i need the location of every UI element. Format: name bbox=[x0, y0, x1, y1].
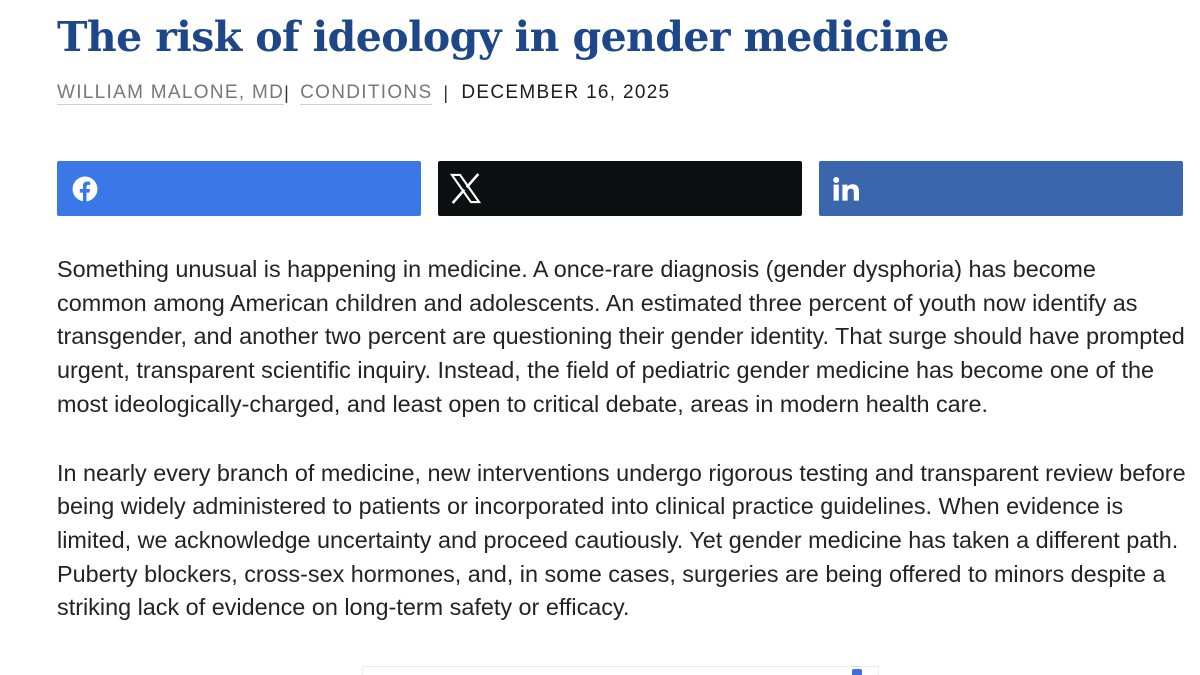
byline-separator: | bbox=[443, 82, 450, 103]
article-title: The risk of ideology in gender medicine bbox=[57, 13, 949, 61]
x-icon bbox=[450, 173, 481, 204]
facebook-share-button[interactable] bbox=[57, 161, 421, 216]
embedded-content-card[interactable] bbox=[362, 666, 879, 675]
linkedin-icon bbox=[833, 177, 860, 201]
category-link[interactable]: CONDITIONS bbox=[300, 81, 433, 103]
article-byline bbox=[57, 80, 670, 106]
card-accent-mark bbox=[852, 669, 862, 675]
facebook-icon bbox=[72, 176, 98, 202]
author-link[interactable]: WILLIAM MALONE, MD bbox=[57, 81, 285, 103]
publish-date: DECEMBER 16, 2025 bbox=[461, 82, 671, 103]
x-share-button[interactable] bbox=[438, 161, 802, 216]
linkedin-share-button[interactable] bbox=[819, 161, 1183, 216]
byline-separator: | bbox=[284, 82, 291, 103]
article-paragraph: Something unusual is happening in medicine. A once-rare diagnosis (gender dysphoria) has become common among American children and adolescents. An estimated three percent of youth now identify as transgender, and another two percent are questioning their gender identity. That surge should have prompted urgent, transparent scientific inquiry. Instead, the field of pediatric gender medicine has become one of the most ideologically-charged, and least open to critical debate, areas in modern health care. bbox=[57, 256, 1185, 417]
article-body bbox=[57, 253, 1192, 660]
article-paragraph: In nearly every branch of medicine, new interventions undergo rigorous testing and transparent review before being widely administered to patients or incorporated into clinical practice guidelines. When evidence is limited, we acknowledge uncertainty and proceed cautiously. Yet gender medicine has taken a different path. Puberty blockers, cross-sex hormones, and, in some cases, surgeries are being offered to minors despite a striking lack of evidence on long-term safety or efficacy. bbox=[57, 459, 1186, 621]
